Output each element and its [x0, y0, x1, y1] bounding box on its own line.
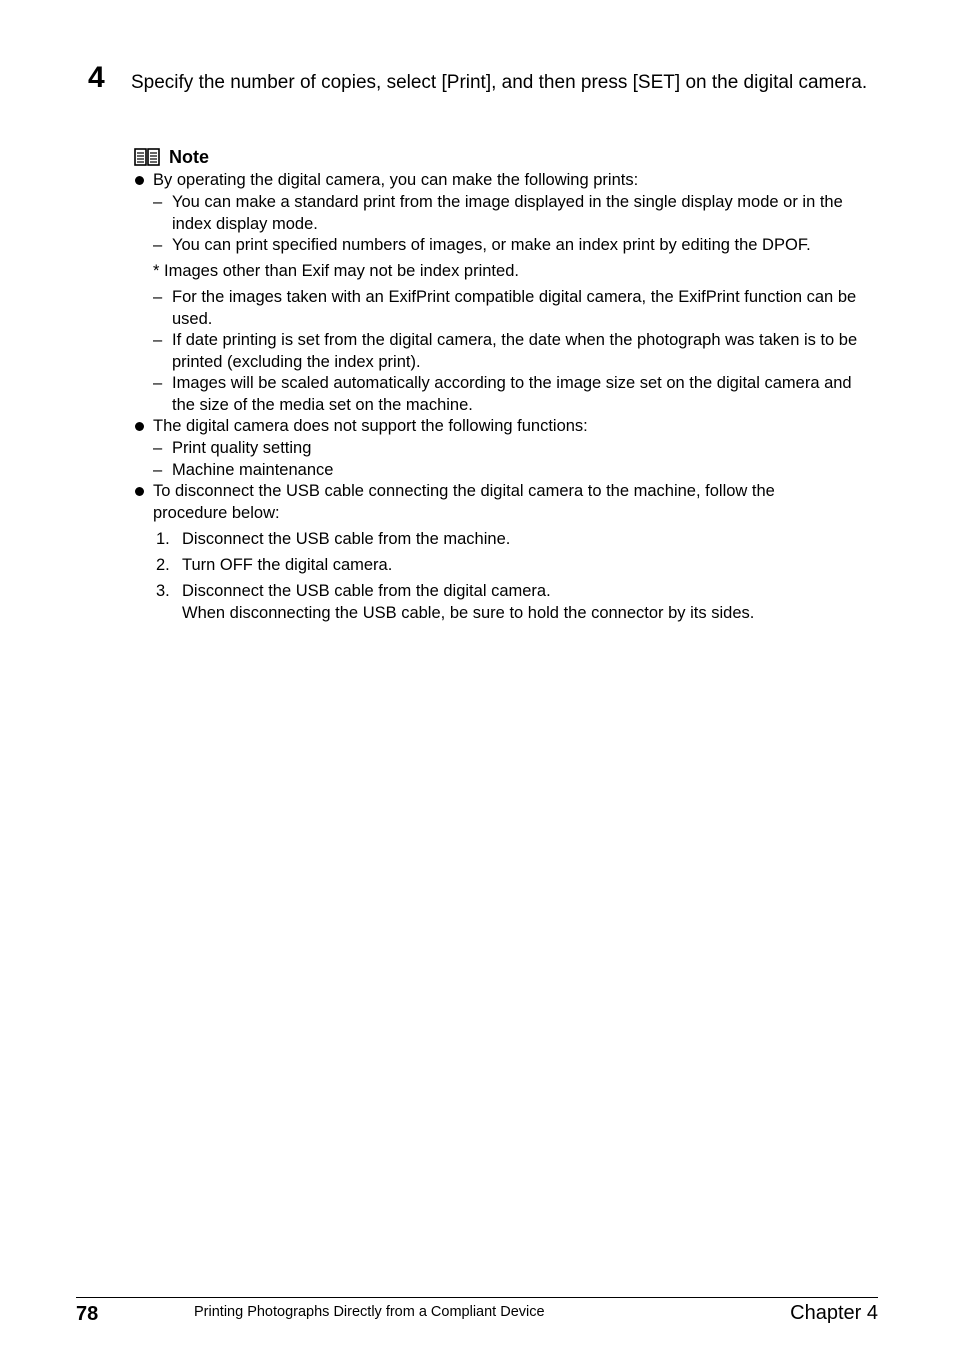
bullet-dot [135, 487, 144, 496]
list-item: Machine maintenance [172, 461, 334, 479]
dash-marker: – [153, 374, 163, 392]
bullet-text: To disconnect the USB cable connecting the digital camera to the machine, follow the procedure below: [153, 482, 775, 522]
list-item: You can print specified numbers of images, or make an index print by editing the DPOF. [172, 236, 811, 254]
footnote: * Images other than Exif may not be index printed. [153, 262, 519, 280]
step-number: 4 [88, 61, 105, 94]
book-icon [134, 148, 160, 166]
list-item: Images will be scaled automatically according to the image size set on the digital camera and the size of the media set on the machine. [172, 374, 852, 414]
procedure-step: Disconnect the USB cable from the machine. [182, 530, 511, 548]
chapter-label: Chapter 4 [790, 1302, 878, 1324]
page-number: 78 [76, 1303, 99, 1325]
note-title: Note [169, 147, 209, 167]
bullet-dot [135, 422, 144, 431]
list-item: If date printing is set from the digital camera, the date when the photograph was taken is to be printed (excluding the index print). [172, 331, 858, 371]
procedure-step: Turn OFF the digital camera. [182, 556, 393, 574]
list-item: Print quality setting [172, 439, 312, 457]
footer-divider [76, 1297, 878, 1298]
dash-marker: – [153, 288, 163, 306]
procedure-step-detail: When disconnecting the USB cable, be sure to hold the connector by its sides. [182, 604, 755, 622]
procedure-step: Disconnect the USB cable from the digital camera. [182, 582, 551, 600]
note-heading [134, 146, 209, 168]
bullet-text: The digital camera does not support the following functions: [153, 417, 588, 435]
list-item: You can make a standard print from the image displayed in the single display mode or in the index display mode. [172, 193, 843, 233]
dash-marker: – [153, 193, 163, 211]
dash-marker: – [153, 236, 163, 254]
step-num: 2. [156, 556, 170, 574]
step-num: 1. [156, 530, 170, 548]
list-item: For the images taken with an ExifPrint compatible digital camera, the ExifPrint function can be used. [172, 288, 857, 328]
footer-title: Printing Photographs Directly from a Compliant Device [194, 1304, 545, 1320]
step-num: 3. [156, 582, 170, 600]
dash-marker: – [153, 439, 163, 457]
dash-marker: – [153, 331, 163, 349]
step-instruction: Specify the number of copies, select [Print], and then press [SET] on the digital camera. [131, 72, 868, 93]
bullet-dot [135, 176, 144, 185]
bullet-text: By operating the digital camera, you can make the following prints: [153, 171, 639, 189]
dash-marker: – [153, 461, 163, 479]
